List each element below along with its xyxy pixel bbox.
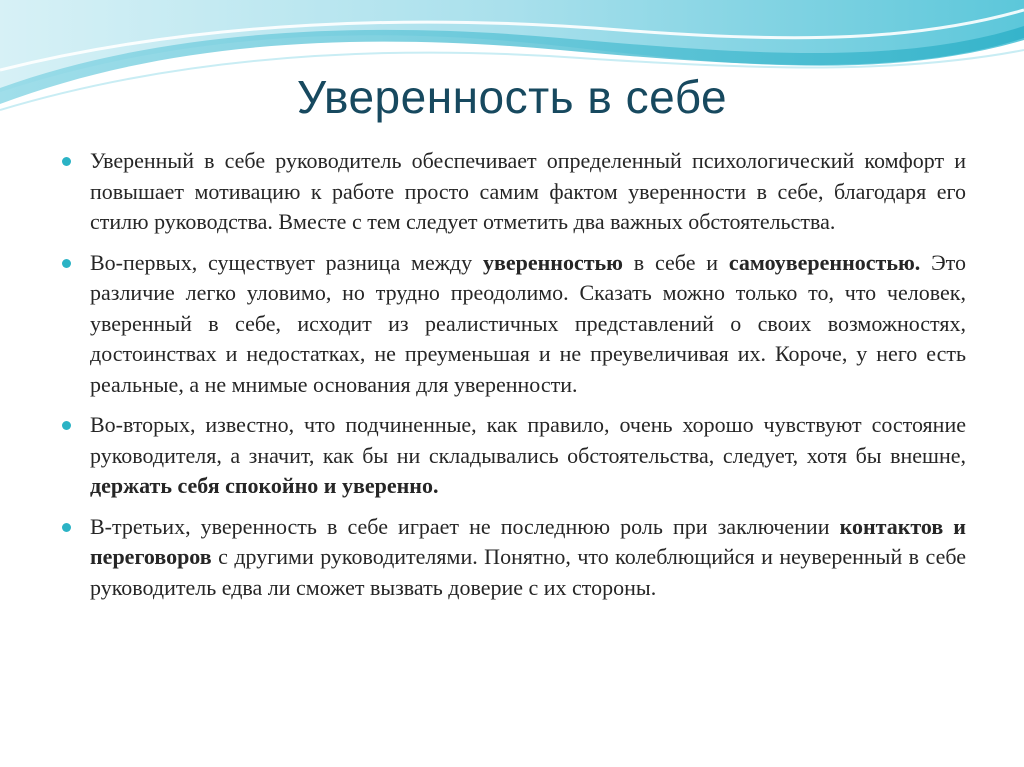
bullet-bold-text: уверенностью [482,249,623,275]
bullet-item-3 [62,410,966,502]
bullet-item-2 [62,248,966,401]
bullet-text: Уверенный в себе руководитель обеспечивает определенный психологический комфорт и повышает мотивацию к работе просто самим фактом уверенности в себе, благодаря его стилю руководства. Вместе с тем следует отметить два важных обстоятельства. [90,148,966,234]
bullet-text: В-третьих, уверенность в себе играет не последнюю роль при заключении [90,513,840,539]
bullet-bold-text: контактов и переговоров [90,513,966,569]
bullet-text: в себе и [622,249,729,275]
bullet-bold-text: держать себя спокойно и уверенно. [90,473,439,498]
bullet-text: с другими руководителями. Понятно, что колеблющийся и неуверенный в себе руководитель едва ли сможет вызвать доверие с их стороны. [90,544,966,600]
bullet-text: Это различие легко уловимо, но трудно преодолимо. Сказать можно только то, что человек, уверенный в себе, исходит из реалистичных представлений о своих возможностях, достоинствах и недостатках, не преуменьшая и не преувеличивая их. Короче, у него есть реальные, а не мнимые основания для уверенности. [90,249,966,397]
bullet-list [62,146,966,613]
bullet-bold-text: самоуверенностью. [728,249,921,275]
slide-title: Уверенность в себе [296,71,728,123]
bullet-text: Во-вторых, известно, что подчиненные, как правило, очень хорошо чувствуют состояние руководителя, а значит, как бы ни складывались обстоятельства, следует, хотя бы внешне, [90,412,966,468]
bullet-text: Во-первых, существует разница между [90,249,483,275]
bullet-item-1 [62,146,966,238]
bullet-item-4 [62,512,966,604]
